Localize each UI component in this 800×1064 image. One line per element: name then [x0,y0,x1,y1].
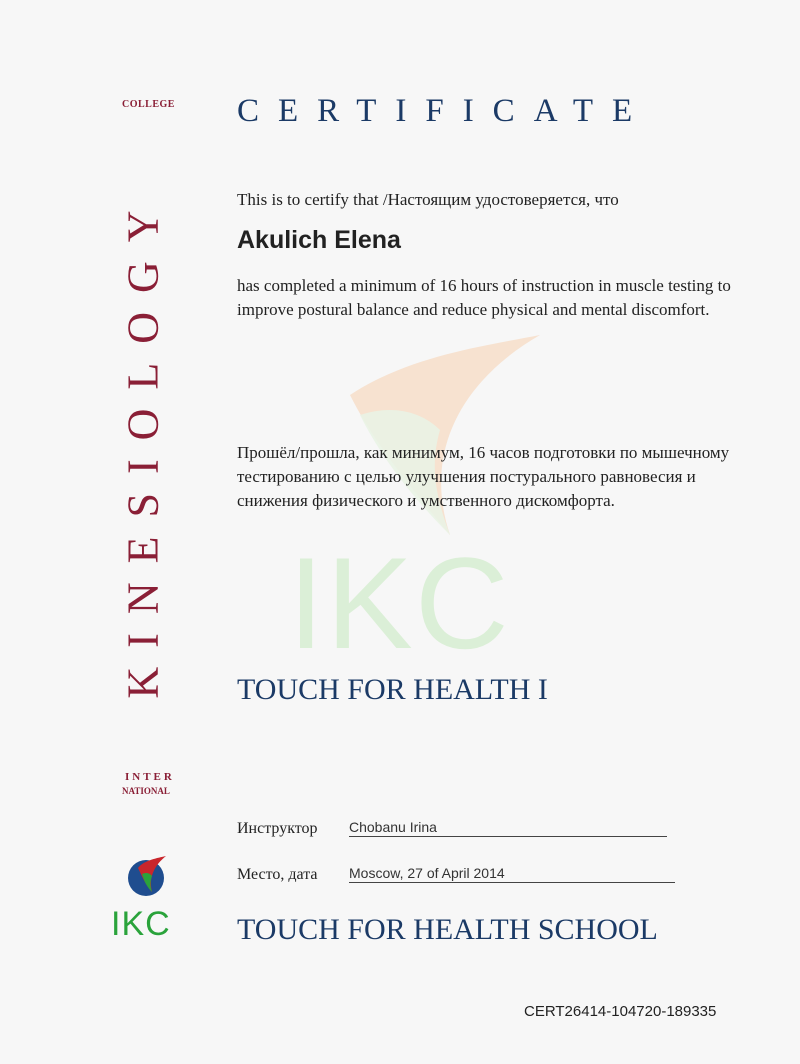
national-label: NATIONAL [122,786,170,796]
college-label: COLLEGE [122,99,175,110]
instructor-value: Chobanu Irina [349,819,667,837]
kinesiology-vertical-title: KINESIOLOGY [118,191,168,699]
body-text-russian: Прошёл/прошла, как минимум, 16 часов подготовки по мышечному тестированию с целью улучшения постурального равновесия и снижения физического и умственного дискомфорта. [237,443,730,510]
inter-label: INTER [125,771,175,783]
school-name: TOUCH FOR HEALTH SCHOOL [237,913,658,946]
certificate-id: CERT26414-104720-189335 [524,1003,717,1020]
ikc-logo-text: IKC [111,905,171,943]
body-text-english: has completed a minimum of 16 hours of instruction in muscle testing to improve postural balance and reduce physical and mental discomfort. [237,276,731,319]
recipient-name: Akulich Elena [237,226,401,254]
instructor-label: Инструктор [237,820,318,837]
watermark-text: IKC [288,530,511,676]
certificate-title: CERTIFICATE [237,93,652,129]
certify-line: This is to certify that /Настоящим удостоверяется, что [237,190,619,209]
place-date-label: Место, дата [237,866,318,883]
place-date-value: Moscow, 27 of April 2014 [349,865,675,883]
course-title: TOUCH FOR HEALTH I [237,673,548,706]
